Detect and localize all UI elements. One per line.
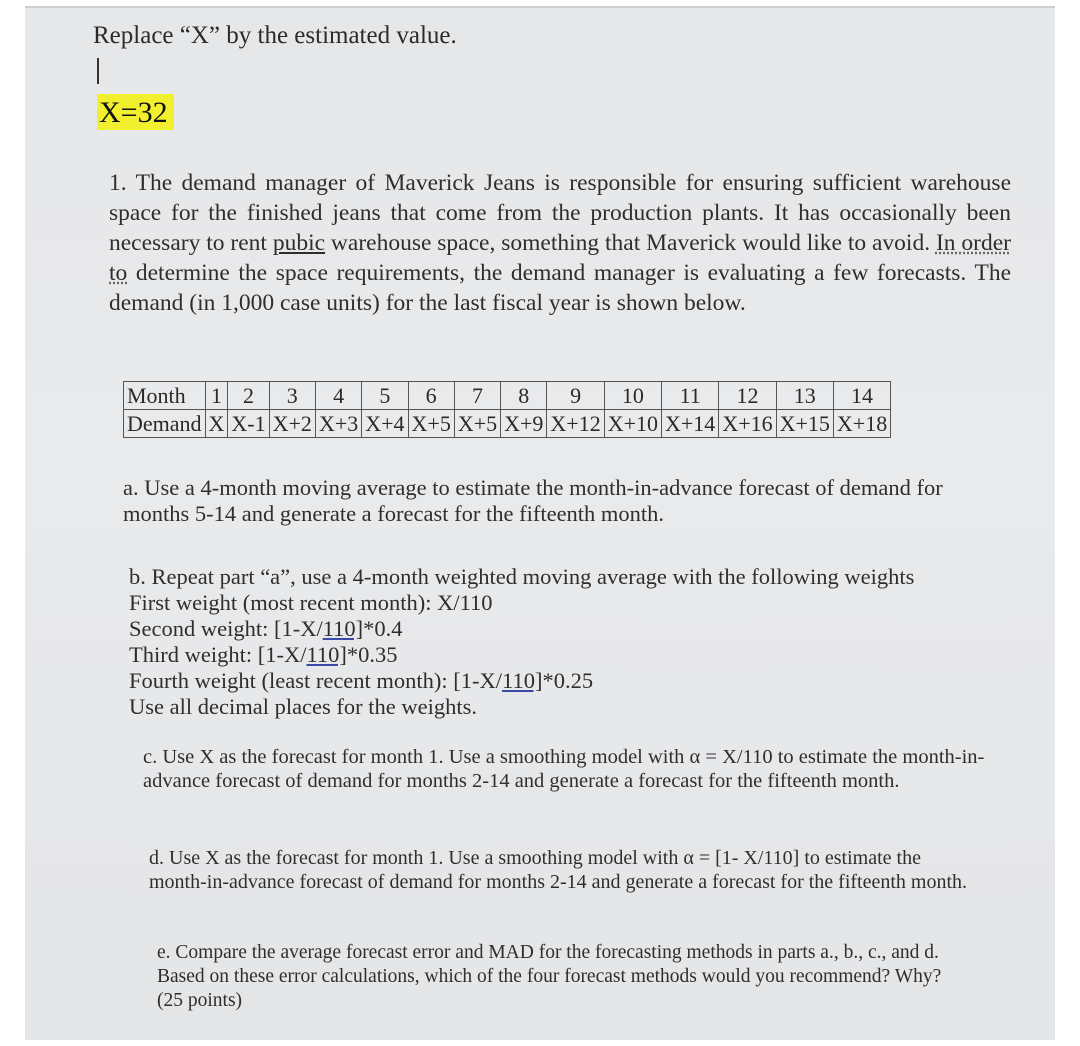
- demand-cell: X+2: [269, 410, 315, 438]
- x-value-highlight: X=32: [97, 94, 174, 130]
- month-cell: 10: [604, 382, 661, 410]
- demand-cell: X+5: [454, 410, 500, 438]
- problem-text-3: determine the space requirements, the demand manager is evaluating a few forecasts. The demand (in 1,000 case units) for the last fiscal year is shown below.: [109, 260, 1011, 316]
- part-b-fourth-weight-post: *0.25: [542, 668, 594, 693]
- part-a-text: a. Use a 4-month moving average to estimate the month-in-advance forecast of demand for months 5-14 and generate a forecast for the fifteenth month.: [123, 475, 943, 526]
- demand-cell: X+15: [776, 410, 833, 438]
- problem-text-2: warehouse space, something that Maverick would like to avoid.: [325, 230, 936, 256]
- part-b-first-weight: First weight (most recent month): X/110: [129, 590, 493, 615]
- part-b-second-weight-post: *0.4: [363, 616, 403, 641]
- part-d-text: d. Use X as the forecast for month 1. Use a smoothing model with α = [1- X/110] to estimate the month-in-advance forecast of demand for months 2-14 and generate a forecast for the fifteenth month.: [149, 847, 968, 893]
- part-e-text: e. Compare the average forecast error and MAD for the forecasting methods in parts a., b., c., and d. Based on these error calculations, which of the four forecast methods would you recommend? Why? (25 points): [157, 942, 942, 1011]
- month-cell: 14: [833, 382, 890, 410]
- demand-cell: X+12: [547, 410, 604, 438]
- problem-phrase-in-order-to: In order to: [109, 230, 1011, 286]
- part-b-third-weight-ul: 110]: [306, 642, 347, 667]
- month-cell: 8: [501, 382, 547, 410]
- part-b-decimal-note: Use all decimal places for the weights.: [129, 694, 478, 719]
- part-c-text: c. Use X as the forecast for month 1. Use a smoothing model with α = X/110 to estimate the month-in-advance forecast of demand for months 2-14 and generate a forecast for the fifteenth month.: [143, 746, 985, 792]
- part-b-third-weight: [129, 642, 979, 668]
- demand-cell: X+4: [362, 410, 408, 438]
- problem-word-pubic: pubic: [272, 230, 326, 256]
- demand-cell: X+16: [719, 410, 776, 438]
- month-cell: 7: [454, 382, 500, 410]
- month-cell: 12: [719, 382, 776, 410]
- text-cursor: [97, 58, 99, 84]
- problem-text-1: 1. The demand manager of Maverick Jeans is responsible for ensuring sufficient warehouse space for the finished jeans that come from the production plants. It has occasionally been necessary to rent: [109, 170, 1011, 256]
- demand-cell: X: [205, 410, 228, 438]
- month-header-cell: Month: [124, 382, 206, 410]
- month-cell: 1: [205, 382, 228, 410]
- part-b-block: [129, 564, 979, 720]
- part-b-second-weight: [129, 616, 979, 642]
- month-row: [124, 382, 891, 410]
- part-b-intro: b. Repeat part “a”, use a 4-month weighted moving average with the following weights: [129, 564, 915, 589]
- document-page: [25, 6, 1055, 1040]
- demand-cell: X-1: [228, 410, 269, 438]
- demand-cell: X+5: [408, 410, 454, 438]
- demand-row: [124, 410, 891, 438]
- demand-header-cell: Demand: [124, 410, 206, 438]
- demand-cell: X+10: [604, 410, 661, 438]
- month-cell: 6: [408, 382, 454, 410]
- month-cell: 11: [662, 382, 719, 410]
- instruction-text: Replace “X” by the estimated value.: [93, 22, 457, 49]
- part-b-third-weight-pre: Third weight: [1-X/: [129, 642, 307, 667]
- demand-cell: X+18: [833, 410, 890, 438]
- part-b-third-weight-post: *0.35: [346, 642, 398, 667]
- part-b-fourth-weight-ul: 110]: [502, 668, 543, 693]
- part-b-fourth-weight-pre: Fourth weight (least recent month): [1-X/: [129, 668, 503, 693]
- part-b-second-weight-pre: Second weight: [1-X/: [129, 616, 323, 641]
- month-cell: 2: [228, 382, 269, 410]
- demand-cell: X+3: [315, 410, 361, 438]
- demand-cell: X+9: [501, 410, 547, 438]
- month-cell: 13: [776, 382, 833, 410]
- part-b-fourth-weight: [129, 668, 979, 694]
- month-cell: 9: [547, 382, 604, 410]
- month-cell: 4: [315, 382, 361, 410]
- demand-table: [123, 381, 891, 438]
- month-cell: 5: [362, 382, 408, 410]
- problem-statement: [109, 168, 1011, 318]
- demand-cell: X+14: [662, 410, 719, 438]
- part-b-second-weight-ul: 110]: [322, 616, 364, 641]
- month-cell: 3: [269, 382, 315, 410]
